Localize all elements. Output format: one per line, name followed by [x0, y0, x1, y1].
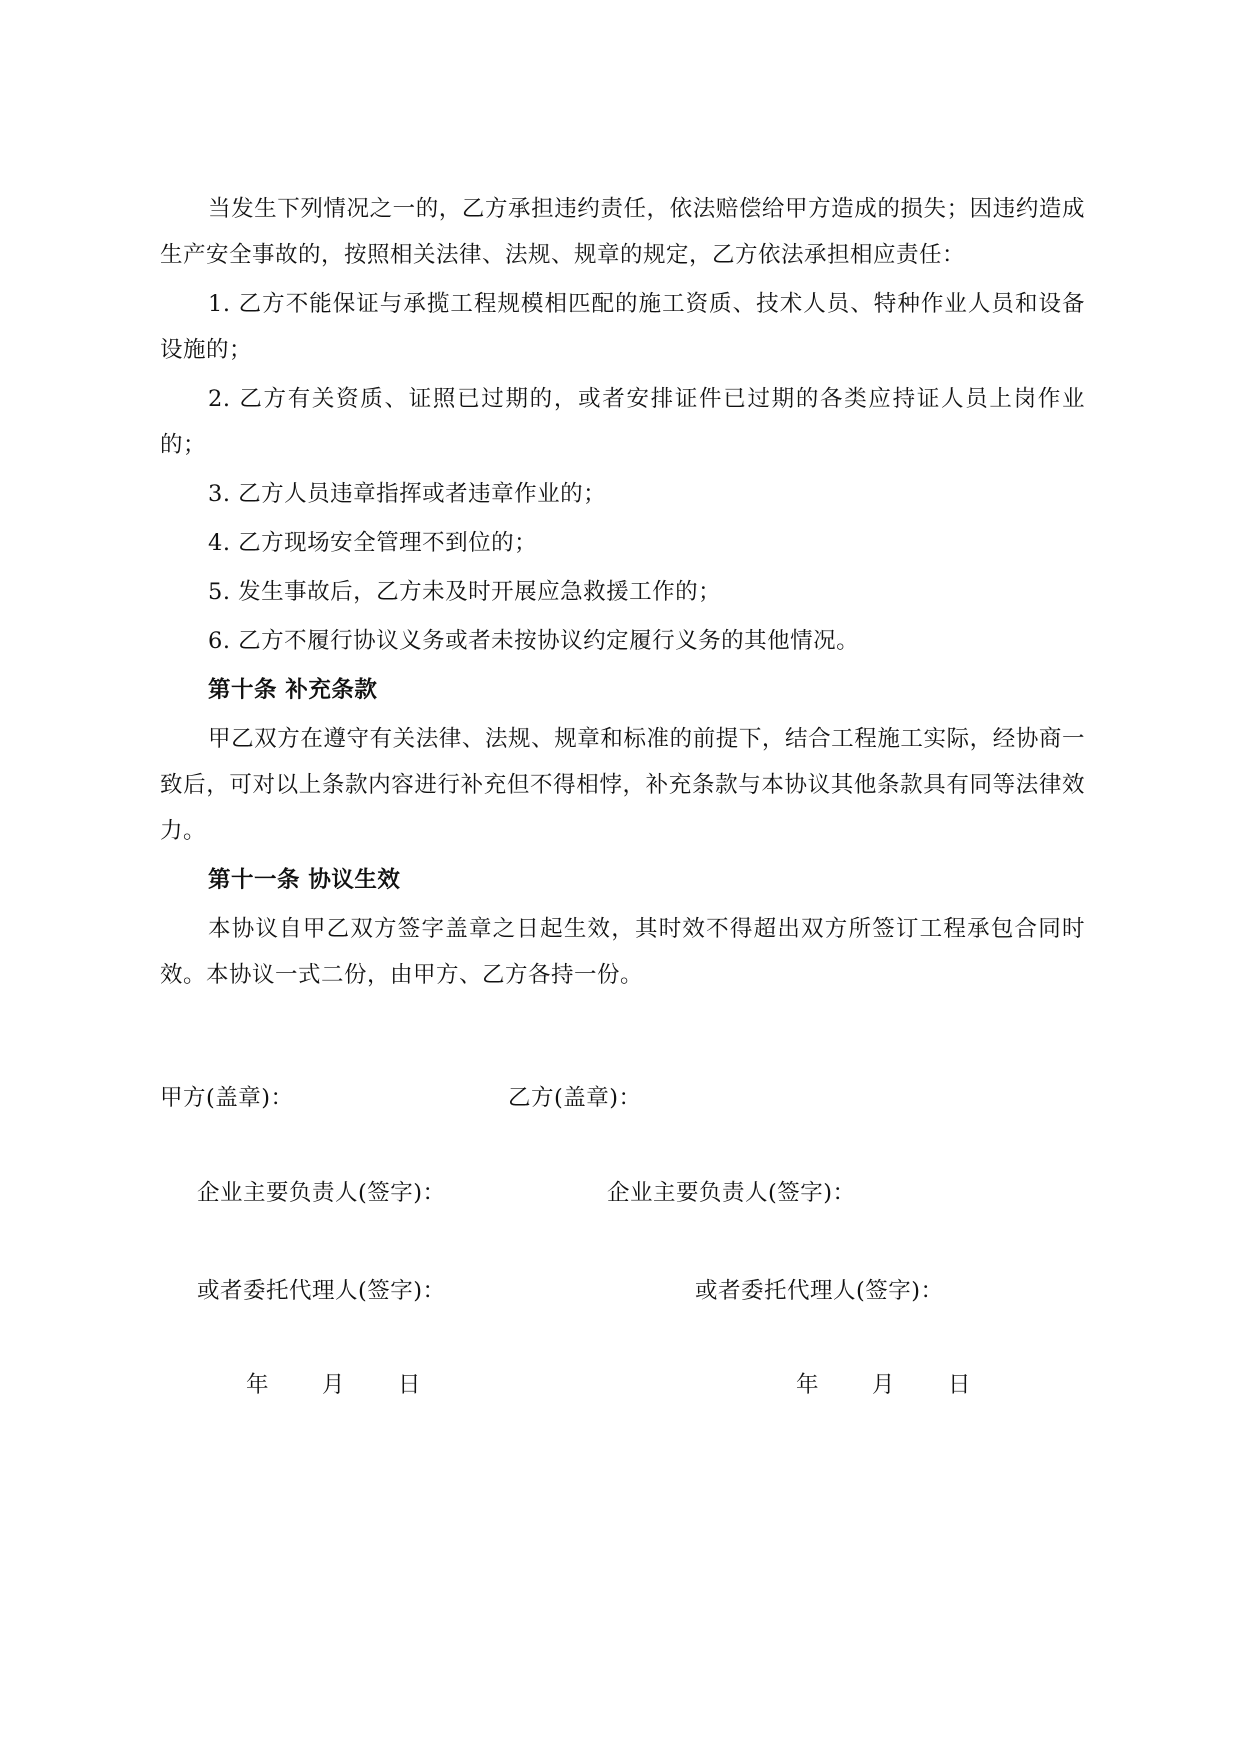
article-10-text: 甲乙双方在遵守有关法律、法规、规章和标准的前提下，结合工程施工实际，经协商一致后，可对以上条款内容进行补充但不得相悖，补充条款与本协议其他条款具有同等法律效力。 — [160, 726, 1085, 844]
document-body — [160, 186, 1085, 1001]
party-b-principal-label: 企业主要负责人(签字)： — [607, 1180, 856, 1206]
breach-item-5: 5. 发生事故后，乙方未及时开展应急救援工作的； — [208, 579, 722, 605]
article-10-heading: 第十条 补充条款 — [208, 677, 378, 703]
party-b-date-year: 年 — [796, 1372, 819, 1398]
party-b-agent-label: 或者委托代理人(签字)： — [695, 1278, 944, 1304]
article-11-text: 本协议自甲乙双方签字盖章之日起生效，其时效不得超出双方所签订工程承包合同时效。本协议一式二份，由甲方、乙方各持一份。 — [160, 916, 1085, 988]
party-a-date-year: 年 — [246, 1372, 269, 1398]
party-a-agent-label: 或者委托代理人(签字)： — [197, 1278, 446, 1304]
party-b-date-month: 月 — [872, 1372, 895, 1398]
party-a-date-day: 日 — [398, 1372, 421, 1398]
party-b-seal-label: 乙方(盖章)： — [508, 1085, 642, 1111]
party-a-seal-label: 甲方(盖章)： — [160, 1085, 294, 1111]
party-b-date — [0, 1370, 1241, 1400]
breach-item-2: 2. 乙方有关资质、证照已过期的，或者安排证件已过期的各类应持证人员上岗作业的； — [160, 386, 1085, 458]
breach-item-6: 6. 乙方不履行协议义务或者未按协议约定履行义务的其他情况。 — [208, 628, 860, 654]
party-a-principal-label: 企业主要负责人(签字)： — [197, 1180, 446, 1206]
breach-item-4: 4. 乙方现场安全管理不到位的； — [208, 530, 538, 556]
breach-item-3: 3. 乙方人员违章指挥或者违章作业的； — [208, 481, 607, 507]
article-11-heading: 第十一条 协议生效 — [208, 867, 401, 893]
party-a-date-month: 月 — [322, 1372, 345, 1398]
breach-item-1: 1. 乙方不能保证与承揽工程规模相匹配的施工资质、技术人员、特种作业人员和设备设施的； — [160, 291, 1085, 363]
breach-intro-paragraph: 当发生下列情况之一的，乙方承担违约责任，依法赔偿给甲方造成的损失；因违约造成生产安全事故的，按照相关法律、法规、规章的规定，乙方依法承担相应责任： — [160, 196, 1085, 268]
party-b-date-day: 日 — [948, 1372, 971, 1398]
